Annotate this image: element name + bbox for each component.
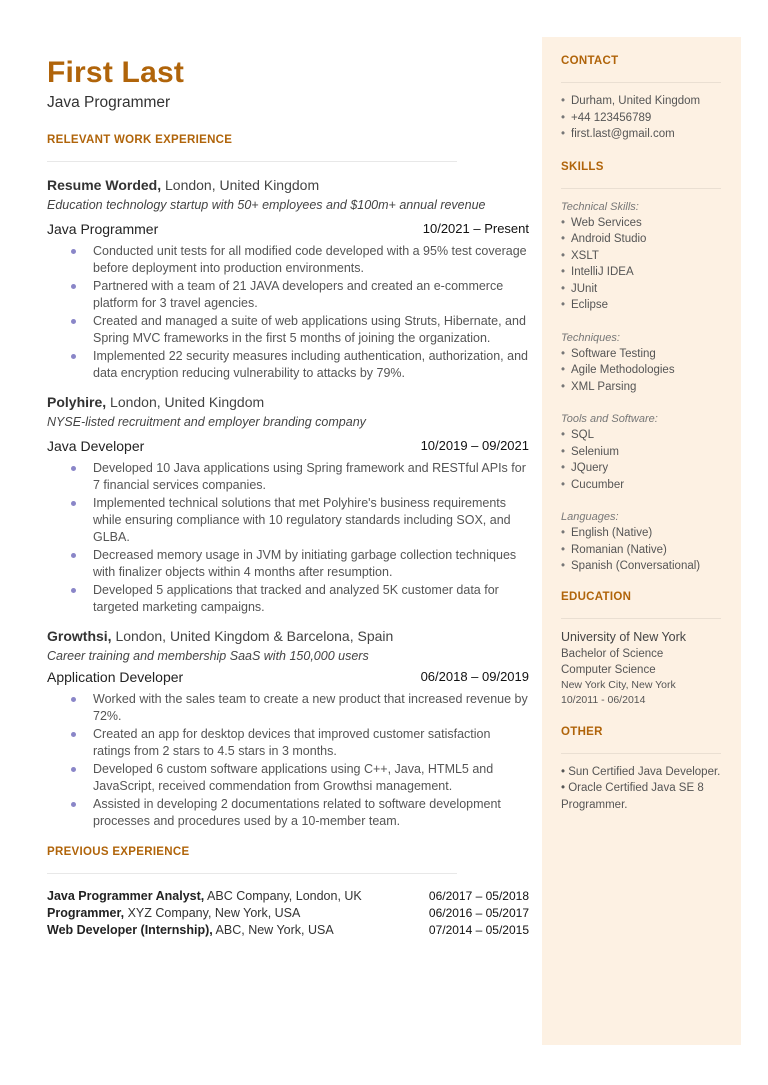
section-divider xyxy=(561,188,721,189)
education-heading: EDUCATION xyxy=(561,590,632,603)
job-dates: 06/2018 – 09/2019 xyxy=(420,669,529,684)
job-entry xyxy=(47,176,529,382)
list-item: • XML Parsing xyxy=(561,379,721,396)
candidate-title: Java Programmer xyxy=(47,94,171,111)
skill-group xyxy=(561,509,721,575)
previous-dates: 06/2016 – 05/2017 xyxy=(428,906,529,920)
previous-org: ABC Company, London, UK xyxy=(204,889,362,903)
company-description: Education technology startup with 50+ employees and $100m+ annual revenue xyxy=(47,198,486,212)
previous-dates: 06/2017 – 05/2018 xyxy=(428,889,529,903)
list-item: Decreased memory usage in JVM by initiating garbage collection techniques with finalizer objects within 4 months after resumption. xyxy=(47,547,529,581)
list-item: • Sun Certified Java Developer. xyxy=(561,765,721,778)
job-bullets xyxy=(47,460,529,616)
list-item: Developed 5 applications that tracked and analyzed 5K customer data for targeted marketing campaigns. xyxy=(47,582,529,616)
list-item: • Software Testing xyxy=(561,346,721,363)
skill-group xyxy=(561,330,721,396)
section-divider xyxy=(47,873,457,874)
list-item: Developed 10 Java applications using Spring framework and RESTful APIs for 7 financial services companies. xyxy=(47,460,529,494)
job-company-line xyxy=(47,176,529,194)
sidebar xyxy=(542,37,741,1045)
candidate-name: First Last xyxy=(47,56,185,89)
list-item: • XSLT xyxy=(561,248,721,265)
skill-group xyxy=(561,199,721,314)
main-column xyxy=(47,56,529,939)
job-entry xyxy=(47,627,529,830)
list-item xyxy=(47,922,529,939)
job-dates: 10/2019 – 09/2021 xyxy=(420,438,529,453)
work-experience-heading: RELEVANT WORK EXPERIENCE xyxy=(47,134,233,146)
skill-group xyxy=(561,411,721,493)
list-item: • Agile Methodologies xyxy=(561,362,721,379)
list-item: • Cucumber xyxy=(561,477,721,494)
company-description: Career training and membership SaaS with 150,000 users xyxy=(47,649,369,663)
education-school: University of New York xyxy=(561,629,687,644)
company-location: London, United Kingdom xyxy=(106,394,265,410)
list-item xyxy=(47,888,529,905)
list-item: • Romanian (Native) xyxy=(561,542,721,559)
list-item: • Web Services xyxy=(561,215,721,232)
list-item: Conducted unit tests for all modified code developed with a 95% test coverage before deployment into production environments. xyxy=(47,243,529,277)
section-divider xyxy=(561,82,721,83)
skill-group-label: Technical Skills: xyxy=(561,200,639,213)
skill-group-label: Languages: xyxy=(561,511,619,523)
company-name: Polyhire, xyxy=(47,394,107,410)
sidebar-content xyxy=(561,37,721,813)
role-row xyxy=(47,437,529,455)
list-item: • SQL xyxy=(561,427,721,444)
job-role: Java Developer xyxy=(47,438,145,454)
list-item: • Android Studio xyxy=(561,231,721,248)
company-name: Resume Worded, xyxy=(47,177,162,193)
contact-heading: CONTACT xyxy=(561,55,619,67)
job-entry xyxy=(47,393,529,616)
education-entry xyxy=(561,629,721,708)
education-location: New York City, New York xyxy=(561,678,676,691)
skill-list xyxy=(561,215,721,314)
company-name: Growthsi, xyxy=(47,628,112,644)
job-company-line xyxy=(47,627,529,645)
list-item: • Selenium xyxy=(561,444,721,461)
previous-experience-list xyxy=(47,888,529,939)
list-item: Assisted in developing 2 documentations related to software development processes and procedures used by a 10-member team. xyxy=(47,796,529,830)
role-row xyxy=(47,668,529,686)
contact-list xyxy=(561,93,721,143)
list-item: • Oracle Certified Java SE 8 Programmer. xyxy=(561,782,704,811)
company-location: London, United Kingdom & Barcelona, Spain xyxy=(111,628,394,644)
list-item: • JUnit xyxy=(561,281,721,298)
list-item: Created an app for desktop devices that improved customer satisfaction ratings from 2 stars to 4.5 stars in 3 months. xyxy=(47,726,529,760)
skill-group-label: Tools and Software: xyxy=(561,413,658,425)
previous-role: Programmer, xyxy=(47,906,125,920)
skills-heading: SKILLS xyxy=(561,160,604,173)
list-item: Partnered with a team of 21 JAVA developers and created an e-commerce platform for 3 travel agencies. xyxy=(47,278,529,312)
list-item: • Spanish (Conversational) xyxy=(561,558,721,575)
list-item: Implemented technical solutions that met Polyhire's business requirements while ensuring compliance with 10 regulatory standards including SOX, and GLBA. xyxy=(47,495,529,546)
company-location: London, United Kingdom xyxy=(161,177,320,193)
job-bullets xyxy=(47,243,529,382)
contact-email: • first.last@gmail.com xyxy=(561,126,721,143)
job-bullets xyxy=(47,691,529,830)
previous-dates: 07/2014 – 05/2015 xyxy=(428,923,529,937)
previous-experience-heading: PREVIOUS EXPERIENCE xyxy=(47,846,190,858)
list-item: • English (Native) xyxy=(561,525,721,542)
section-divider xyxy=(47,161,457,162)
skill-list xyxy=(561,525,721,575)
role-row xyxy=(47,220,529,238)
company-description: NYSE-listed recruitment and employer branding company xyxy=(47,415,366,429)
previous-org: XYZ Company, New York, USA xyxy=(124,906,301,920)
list-item xyxy=(47,905,529,922)
contact-phone: • +44 123456789 xyxy=(561,110,721,127)
list-item: Implemented 22 security measures including authentication, authorization, and data encryption reducing vulnerability to attacks by 79%. xyxy=(47,348,529,382)
section-divider xyxy=(561,753,721,754)
list-item: • Eclipse xyxy=(561,297,721,314)
previous-role: Web Developer (Internship), xyxy=(47,923,213,937)
skill-list xyxy=(561,427,721,493)
skill-group-label: Techniques: xyxy=(561,331,620,344)
other-heading: OTHER xyxy=(561,725,603,738)
skill-list xyxy=(561,346,721,396)
contact-location: • Durham, United Kingdom xyxy=(561,93,721,110)
education-dates: 10/2011 - 06/2014 xyxy=(561,693,646,706)
previous-role: Java Programmer Analyst, xyxy=(47,889,205,903)
list-item: Developed 6 custom software applications using C++, Java, HTML5 and JavaScript, received commendation from Growthsi management. xyxy=(47,761,529,795)
list-item: Created and managed a suite of web applications using Struts, Hibernate, and Spring MVC frameworks in the first 5 months of joining the organization. xyxy=(47,313,529,347)
other-list xyxy=(561,764,721,814)
previous-org: ABC, New York, USA xyxy=(212,923,334,937)
education-degree: Bachelor of Science xyxy=(561,647,664,660)
section-divider xyxy=(561,618,721,619)
list-item: Worked with the sales team to create a new product that increased revenue by 72%. xyxy=(47,691,529,725)
education-field: Computer Science xyxy=(561,663,656,676)
list-item: • JQuery xyxy=(561,460,721,477)
list-item: • IntelliJ IDEA xyxy=(561,264,721,281)
job-company-line xyxy=(47,393,529,411)
job-role: Java Programmer xyxy=(47,221,159,237)
job-role: Application Developer xyxy=(47,669,184,685)
job-dates: 10/2021 – Present xyxy=(422,221,529,236)
